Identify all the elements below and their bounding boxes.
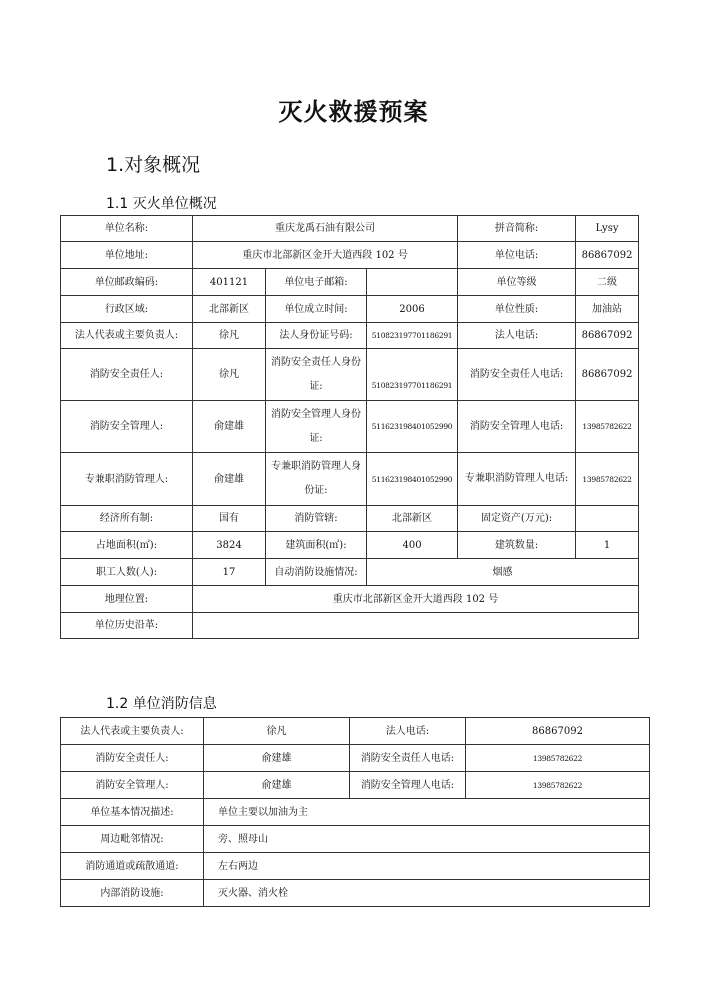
unit-fire-info-table (60, 717, 650, 907)
cell-label: 单位性质: (458, 296, 576, 323)
cell-label: 占地面积(㎡): (61, 532, 193, 559)
section-heading-1-1: 1.1 灭火单位概况 (106, 196, 217, 212)
cell-label: 单位地址: (61, 242, 193, 269)
table-row (61, 532, 639, 559)
cell-value: 左右两边 (204, 853, 650, 880)
cell-value: 俞建雄 (193, 453, 266, 506)
cell-value: 510823197701186291 (367, 349, 458, 401)
cell-label: 消防通道或疏散通道: (61, 853, 204, 880)
table-row (61, 613, 639, 639)
table-row (61, 559, 639, 586)
cell-label: 法人代表或主要负责人: (61, 718, 204, 745)
section-heading-1-2: 1.2 单位消防信息 (106, 696, 217, 712)
cell-value (576, 506, 639, 532)
cell-label: 消防安全责任人身份证: (266, 349, 367, 401)
cell-label: 固定资产(万元): (458, 506, 576, 532)
cell-value: 17 (193, 559, 266, 586)
cell-label: 建筑数量: (458, 532, 576, 559)
cell-value: 86867092 (576, 242, 639, 269)
cell-label: 消防安全管理人身份证: (266, 401, 367, 453)
cell-label: 法人身份证号码: (266, 323, 367, 349)
cell-value: 400 (367, 532, 458, 559)
cell-value: 国有 (193, 506, 266, 532)
cell-label: 法人电话: (458, 323, 576, 349)
cell-label: 单位邮政编码: (61, 269, 193, 296)
cell-value: 86867092 (466, 718, 650, 745)
cell-label: 建筑面积(㎡): (266, 532, 367, 559)
cell-value: 401121 (193, 269, 266, 296)
cell-label: 内部消防设施: (61, 880, 204, 907)
document-title: 灭火救援预案 (278, 98, 429, 126)
cell-label: 单位名称: (61, 216, 193, 242)
cell-value: 3824 (193, 532, 266, 559)
cell-label: 单位基本情况描述: (61, 799, 204, 826)
cell-value: 灭火器、消火栓 (204, 880, 650, 907)
cell-label: 消防管辖: (266, 506, 367, 532)
cell-label: 单位等级 (458, 269, 576, 296)
cell-value: 510823197701186291 (367, 323, 458, 349)
cell-value: 俞建雄 (193, 401, 266, 453)
table-row (61, 826, 650, 853)
table-row (61, 296, 639, 323)
cell-label: 消防安全管理人: (61, 401, 193, 453)
cell-label: 单位电话: (458, 242, 576, 269)
cell-label: 消防安全管理人电话: (458, 401, 576, 453)
cell-label: 专兼职消防管理人电话: (458, 453, 576, 506)
cell-label: 拼音简称: (458, 216, 576, 242)
cell-label: 消防安全责任人电话: (458, 349, 576, 401)
cell-value: 旁、照母山 (204, 826, 650, 853)
cell-label: 消防安全责任人: (61, 745, 204, 772)
cell-value: 86867092 (576, 323, 639, 349)
table-row (61, 586, 639, 613)
cell-label: 单位成立时间: (266, 296, 367, 323)
cell-label: 职工人数(人): (61, 559, 193, 586)
cell-label: 消防安全管理人电话: (350, 772, 466, 799)
cell-value: 86867092 (576, 349, 639, 401)
table-row (61, 216, 639, 242)
table-row (61, 323, 639, 349)
section-heading-1: 1.对象概况 (106, 154, 201, 176)
cell-label: 经济所有制: (61, 506, 193, 532)
cell-value: 俞建雄 (204, 745, 350, 772)
cell-value: 13985782622 (466, 745, 650, 772)
table-row (61, 349, 639, 401)
table-row (61, 799, 650, 826)
table-row (61, 242, 639, 269)
cell-value: 重庆市北部新区金开大道西段 102 号 (193, 242, 458, 269)
cell-value: Lysy (576, 216, 639, 242)
cell-value: 加油站 (576, 296, 639, 323)
cell-label: 专兼职消防管理人: (61, 453, 193, 506)
table-row (61, 401, 639, 453)
cell-value: 北部新区 (367, 506, 458, 532)
cell-value: 重庆市北部新区金开大道西段 102 号 (193, 586, 639, 613)
table-row (61, 880, 650, 907)
cell-label: 地理位置: (61, 586, 193, 613)
cell-label: 法人代表或主要负责人: (61, 323, 193, 349)
cell-label: 消防安全责任人: (61, 349, 193, 401)
cell-label: 消防安全责任人电话: (350, 745, 466, 772)
cell-value: 北部新区 (193, 296, 266, 323)
cell-value (193, 613, 639, 639)
cell-value: 511623198401052990 (367, 453, 458, 506)
cell-value: 俞建雄 (204, 772, 350, 799)
cell-label: 周边毗邻情况: (61, 826, 204, 853)
cell-value (367, 269, 458, 296)
cell-value: 511623198401052990 (367, 401, 458, 453)
table-row (61, 506, 639, 532)
cell-value: 徐凡 (193, 349, 266, 401)
cell-label: 自动消防设施情况: (266, 559, 367, 586)
table-row (61, 718, 650, 745)
table-row (61, 269, 639, 296)
cell-value: 13985782622 (576, 401, 639, 453)
table-row (61, 772, 650, 799)
table-row (61, 853, 650, 880)
cell-value: 徐凡 (193, 323, 266, 349)
cell-label: 行政区域: (61, 296, 193, 323)
cell-value: 徐凡 (204, 718, 350, 745)
cell-label: 消防安全管理人: (61, 772, 204, 799)
cell-label: 专兼职消防管理人身份证: (266, 453, 367, 506)
cell-value: 重庆龙禹石油有限公司 (193, 216, 458, 242)
cell-value: 1 (576, 532, 639, 559)
unit-overview-table (60, 215, 639, 639)
cell-value: 2006 (367, 296, 458, 323)
cell-value: 烟感 (367, 559, 639, 586)
cell-value: 单位主要以加油为主 (204, 799, 650, 826)
cell-value: 13985782622 (466, 772, 650, 799)
table-row (61, 453, 639, 506)
cell-label: 法人电话: (350, 718, 466, 745)
table-row (61, 745, 650, 772)
cell-label: 单位历史沿革: (61, 613, 193, 639)
cell-value: 13985782622 (576, 453, 639, 506)
cell-label: 单位电子邮箱: (266, 269, 367, 296)
cell-value: 二级 (576, 269, 639, 296)
